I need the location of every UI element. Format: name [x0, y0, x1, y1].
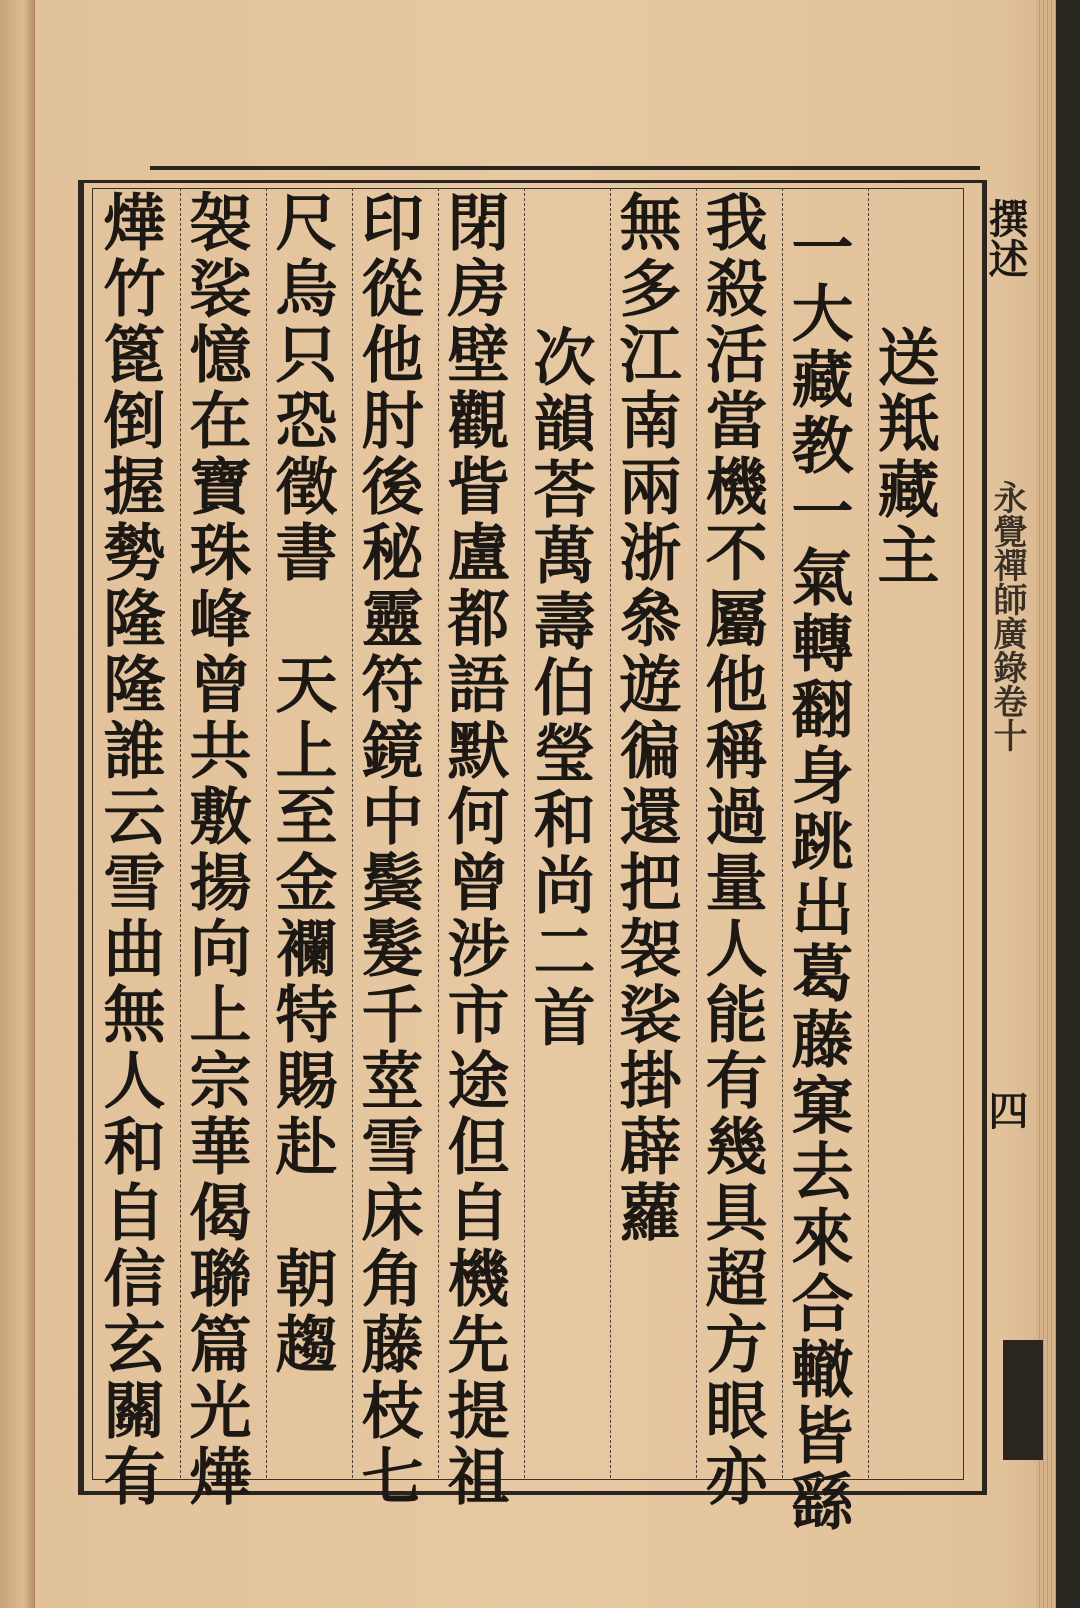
gutter-book-title: 永覺禪師廣錄卷十	[987, 480, 1027, 752]
text-column: 印從他肘後秘靈符鏡中鬓髮千莖雪床角藤枝七	[351, 190, 424, 1510]
text-column: 袈裟憶在寶珠峰曾共敷揚向上宗華偈聯篇光燁	[179, 190, 252, 1510]
text-column: 我殺活當機不屬他稱過量人能有幾具超方眼亦	[695, 190, 768, 1510]
page-number: 四	[982, 1090, 1029, 1130]
book-cover-edge	[1056, 0, 1080, 1608]
gutter-rule	[985, 190, 987, 1480]
text-column: 尺烏只恐徵書 天上至金襴特賜赴 朝趨	[265, 190, 338, 1378]
gutter-section-title: 撰述	[982, 198, 1029, 278]
top-rule	[150, 166, 980, 170]
text-column: 閉房壁觀眥盧都語默何曾涉市途但自機先提祖	[437, 190, 510, 1510]
fish-tail-mark	[1003, 1340, 1043, 1460]
facing-page-edge	[0, 0, 35, 1608]
poem-title: 送羝藏主	[867, 325, 940, 589]
text-column: 燁竹篦倒握勢隆隆誰云雪曲無人和自信玄關有	[93, 190, 166, 1510]
poem-title: 次韻荅萬壽伯瑩和尚二首	[523, 325, 596, 1051]
text-column: 無多江南兩浙叅遊徧還把袈裟掛薜蘿	[609, 190, 682, 1246]
text-column: 一大藏教一氣轉翻身跳出葛藤窠去來合轍皆繇	[781, 215, 854, 1535]
